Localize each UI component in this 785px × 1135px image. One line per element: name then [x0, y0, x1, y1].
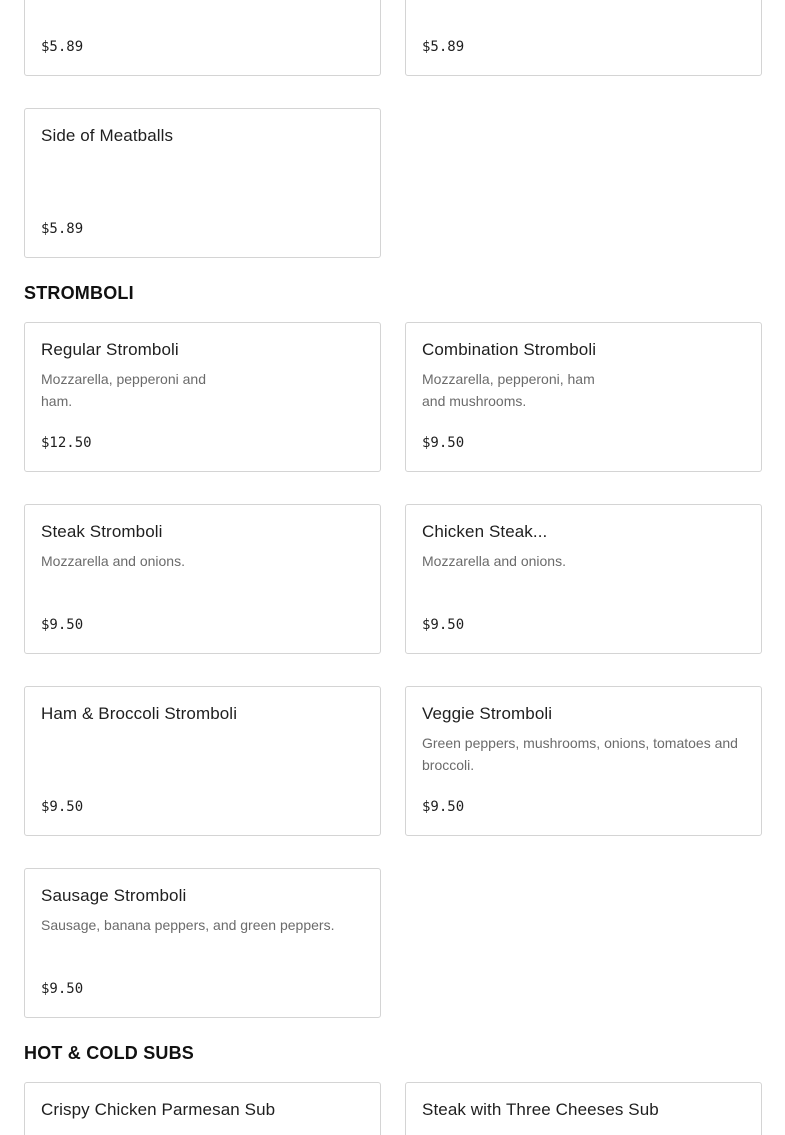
item-name: Chicken Steak...: [422, 522, 548, 541]
menu-item-card-steak-three-cheeses-sub[interactable]: [405, 1082, 762, 1135]
menu-item-card-veggie-stromboli[interactable]: [405, 686, 762, 836]
item-description-line: Mozzarella, pepperoni, ham: [422, 371, 595, 387]
item-description-line: Green peppers, mushrooms, onions, tomatoes and: [422, 735, 738, 751]
menu-item-card-side-of-meatballs[interactable]: [24, 108, 381, 258]
item-description-line: Mozzarella and onions.: [41, 553, 185, 569]
menu-item-card-combination-stromboli[interactable]: [405, 322, 762, 472]
item-description: [422, 732, 738, 776]
item-price: $9.50: [422, 799, 465, 815]
item-name: Steak with Three Cheeses Sub: [422, 1100, 659, 1119]
item-name: Sausage Stromboli: [41, 886, 187, 905]
menu-item-card[interactable]: [24, 0, 381, 76]
item-name: Combination Stromboli: [422, 340, 597, 359]
section-title-stromboli: STROMBOLI: [24, 283, 134, 303]
item-price: $9.50: [422, 617, 465, 633]
menu-item-card-crispy-chicken-parmesan-sub[interactable]: [24, 1082, 381, 1135]
item-price: $5.89: [422, 39, 465, 55]
item-description-line: and mushrooms.: [422, 393, 527, 409]
item-price: $5.89: [41, 39, 84, 55]
item-name: Regular Stromboli: [41, 340, 179, 359]
item-description: [41, 368, 206, 412]
menu-item-card-chicken-steak-stromboli[interactable]: [405, 504, 762, 654]
item-name: Crispy Chicken Parmesan Sub: [41, 1100, 276, 1119]
menu-item-card-sausage-stromboli[interactable]: [24, 868, 381, 1018]
item-price: $12.50: [41, 435, 92, 451]
item-name: Side of Meatballs: [41, 126, 174, 145]
item-price: $9.50: [422, 435, 465, 451]
item-description-line: Mozzarella and onions.: [422, 553, 566, 569]
item-description: [422, 368, 595, 412]
item-price: $9.50: [41, 799, 84, 815]
item-description: [41, 914, 334, 936]
item-description-line: broccoli.: [422, 757, 475, 773]
item-price: $9.50: [41, 617, 84, 633]
item-name: Steak Stromboli: [41, 522, 163, 541]
item-name: Veggie Stromboli: [422, 704, 553, 723]
menu-item-card-ham-broccoli-stromboli[interactable]: [24, 686, 381, 836]
item-description: [41, 550, 185, 572]
menu-item-card-regular-stromboli[interactable]: [24, 322, 381, 472]
menu-item-card[interactable]: [405, 0, 762, 76]
menu-item-card-steak-stromboli[interactable]: [24, 504, 381, 654]
section-title-hot-cold-subs: HOT & COLD SUBS: [24, 1043, 195, 1063]
item-price: $5.89: [41, 221, 84, 237]
item-price: $9.50: [41, 981, 84, 997]
item-name: Ham & Broccoli Stromboli: [41, 704, 238, 723]
item-description-line: Mozzarella, pepperoni and: [41, 371, 206, 387]
item-description-line: Sausage, banana peppers, and green peppers.: [41, 917, 335, 933]
item-description-line: ham.: [41, 393, 73, 409]
item-description: [422, 550, 566, 572]
